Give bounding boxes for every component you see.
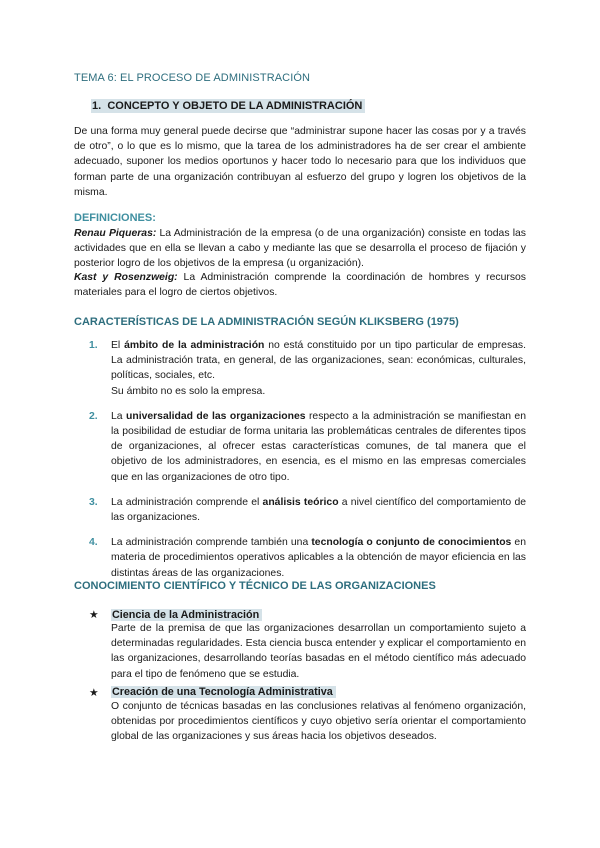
- list-item: [89, 338, 526, 399]
- intro-paragraph: De una forma muy general puede decirse que “administrar supone hacer las cosas por y a través de otro”, o lo que es lo mismo, que la tarea de los administradores ha de ser crear el ambiente adecuado, suponer los medios oportunos y hacer todo lo necesario para que los individuos que forman parte de una organización contribuyan al esfuerzo del grupo y logren los objetivos de la misma.: [74, 126, 526, 198]
- knowledge-item-heading: [89, 608, 526, 621]
- list-item-text-bold: universalidad de las organizaciones: [126, 410, 306, 422]
- list-item: [89, 409, 526, 485]
- list-item-text-bold: tecnología o conjunto de conocimientos: [311, 537, 512, 549]
- knowledge-item-title: Creación de una Tecnología Administrativa: [111, 686, 336, 698]
- list-item-body: [111, 535, 526, 581]
- definitions-heading: DEFINICIONES:: [74, 212, 156, 224]
- list-item-text-post: respecto a la administración se manifiestan en la posibilidad de estudiar de forma unitaria las problemáticas centrales de diferentes tipos de organizaciones, al ofrecer estas características comunes, de tal manera que el objetivo de los administradores, en esencia, es el mismo en las empresas comerciales que en las organizaciones de otro tipo.: [111, 410, 526, 483]
- definition-1-text: La Administración de la empresa (o de una organización) consiste en todas las actividades que en ella se llevan a cabo y mediante las que se desarrolla el proceso de fijación y posterior logro de los objetivos de la empresa (u organización).: [74, 228, 526, 270]
- list-item: [89, 686, 526, 745]
- characteristics-list: [89, 338, 526, 581]
- list-item-text-pre: La administración comprende el: [111, 496, 263, 508]
- list-item: [89, 535, 526, 581]
- knowledge-item-text: Parte de la premisa de que las organizaciones desarrollan un comportamiento sujeto a determinadas regularidades. Esta ciencia busca entender y explicar el comportamiento en las organizaciones, desarrollando teorías basadas en el método científico más adecuado para el tipo de fenómeno que se estudia.: [111, 623, 526, 680]
- list-item-text-pre: El: [111, 340, 125, 351]
- list-item-extra: Su ámbito no es solo la empresa.: [111, 385, 266, 397]
- list-item-number: 3.: [89, 496, 98, 508]
- list-item-text-post: a nivel científico del comportamiento de las organizaciones.: [111, 496, 526, 524]
- list-item-text-pre: La administración comprende también una: [111, 537, 312, 549]
- list-item-text-bold: análisis teórico: [262, 496, 339, 508]
- knowledge-heading: CONOCIMIENTO CIENTÍFICO Y TÉCNICO DE LAS ORGANIZACIONES: [74, 580, 436, 592]
- knowledge-item-text: O conjunto de técnicas basadas en las conclusiones relativas al fenómeno organización, obtenidas por procedimientos científicos y cuyo objetivo sería orientar el comportamiento global de las organizaciones y sus áreas hacia los objetivos deseados.: [111, 700, 526, 743]
- definition-2-author: Kast y Rosenzweig:: [74, 272, 178, 283]
- list-item: [89, 495, 526, 525]
- list-item-number: 1.: [89, 340, 98, 351]
- knowledge-list: [89, 608, 526, 744]
- star-icon: ★: [89, 609, 99, 621]
- list-item-body: [111, 338, 526, 399]
- section-heading-1-text: CONCEPTO Y OBJETO DE LA ADMINISTRACIÓN: [107, 100, 363, 112]
- list-item-text-post: no está constituido por un tipo particular de empresas. La administración trata, en general, de las organizaciones, sean: económicas, culturales, políticas, sociales, etc.: [111, 340, 526, 382]
- list-item-number: 2.: [89, 410, 98, 422]
- list-item: [89, 608, 526, 682]
- list-item-body: [111, 409, 526, 485]
- knowledge-item-title: Ciencia de la Administración: [111, 609, 262, 621]
- definition-2-text: La Administración comprende la coordinación de hombres y recursos materiales para el logro de ciertos objetivos.: [74, 272, 526, 299]
- list-item-text-pre: La: [111, 410, 126, 422]
- section-heading-1: [91, 100, 365, 112]
- section-heading-1-number: 1.: [92, 100, 102, 112]
- definition-1: [74, 226, 526, 272]
- star-icon: ★: [89, 686, 99, 699]
- list-item-number: 4.: [89, 537, 98, 549]
- list-item-text-bold: ámbito de la administración: [124, 340, 265, 351]
- section-heading-1-highlight: [91, 99, 365, 113]
- list-item-body: [111, 495, 526, 525]
- document-title: TEMA 6: EL PROCESO DE ADMINISTRACIÓN: [74, 72, 311, 84]
- characteristics-heading: CARACTERÍSTICAS DE LA ADMINISTRACIÓN SEGÚN KLIKSBERG (1975): [74, 316, 459, 328]
- definition-1-author: Renau Piqueras:: [74, 228, 157, 239]
- definition-2: [74, 270, 526, 300]
- list-item-text-post: en materia de procedimientos operativos aplicables a la obtención de mayor eficiencia en las distintas áreas de las organizaciones.: [111, 537, 526, 579]
- knowledge-item-heading: [89, 686, 526, 699]
